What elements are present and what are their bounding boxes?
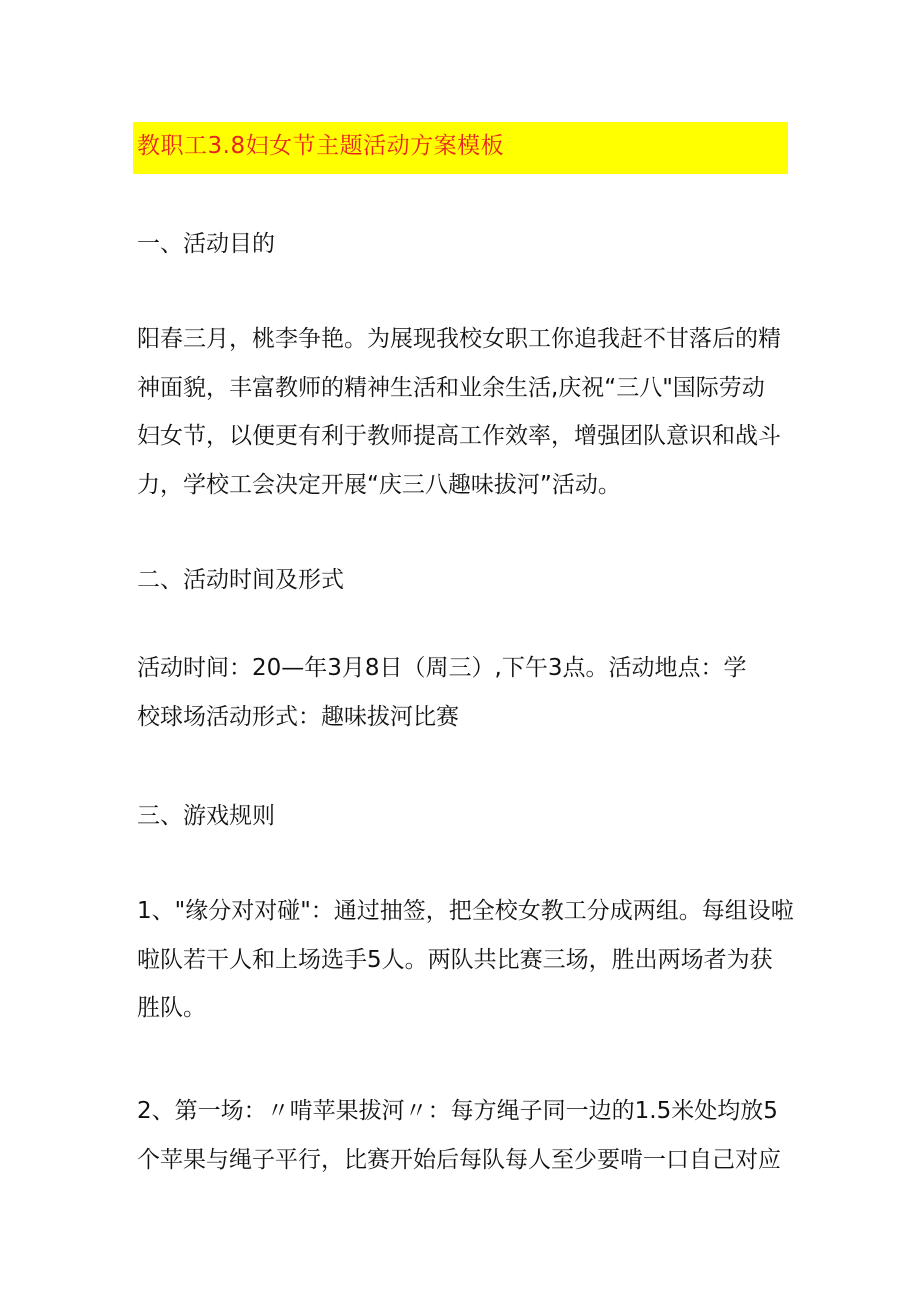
section-heading-rules: 三、游戏规则 — [137, 803, 275, 829]
title-highlight — [133, 122, 788, 174]
paragraph-purpose — [137, 315, 792, 509]
rule-item-2 — [137, 1087, 792, 1184]
section-heading-purpose: 一、活动目的 — [137, 231, 275, 257]
paragraph-line: 妇女节，以便更有利于教师提高工作效率，增强团队意识和战斗 — [137, 423, 781, 450]
document-title: 教职工3.8妇女节主题活动方案模板 — [137, 133, 505, 159]
paragraph-line: 阳春三月，桃李争艳。为展现我校女职工你追我赶不甘落后的精 — [137, 326, 781, 352]
paragraph-line: 个苹果与绳子平行，比赛开始后每队每人至少要啃一口自己对应 — [137, 1146, 781, 1173]
paragraph-line: 1、"缘分对对碰"：通过抽签，把全校女教工分成两组。每组设啦 — [137, 898, 794, 924]
section-heading-time-form: 二、活动时间及形式 — [137, 567, 344, 593]
paragraph-line: 2、第一场：〃啃苹果拔河〃：每方绳子同一边的1.5米处均放5 — [137, 1098, 778, 1124]
paragraph-line: 活动时间：20—年3月8日（周三）,下午3点。活动地点：学 — [137, 655, 747, 681]
paragraph-line: 校球场活动形式：趣味拔河比赛 — [137, 703, 459, 730]
paragraph-line: 神面貌，丰富教师的精神生活和业余生活,庆祝“三八"国际劳动 — [137, 374, 765, 401]
rule-item-1 — [137, 887, 792, 1033]
paragraph-line: 力，学校工会决定开展“庆三八趣味拔河”活动。 — [137, 471, 621, 498]
paragraph-time-form — [137, 644, 792, 741]
paragraph-line: 胜队。 — [137, 995, 206, 1022]
paragraph-line: 啦队若干人和上场选手5人。两队共比赛三场，胜出两场者为获 — [137, 946, 773, 973]
